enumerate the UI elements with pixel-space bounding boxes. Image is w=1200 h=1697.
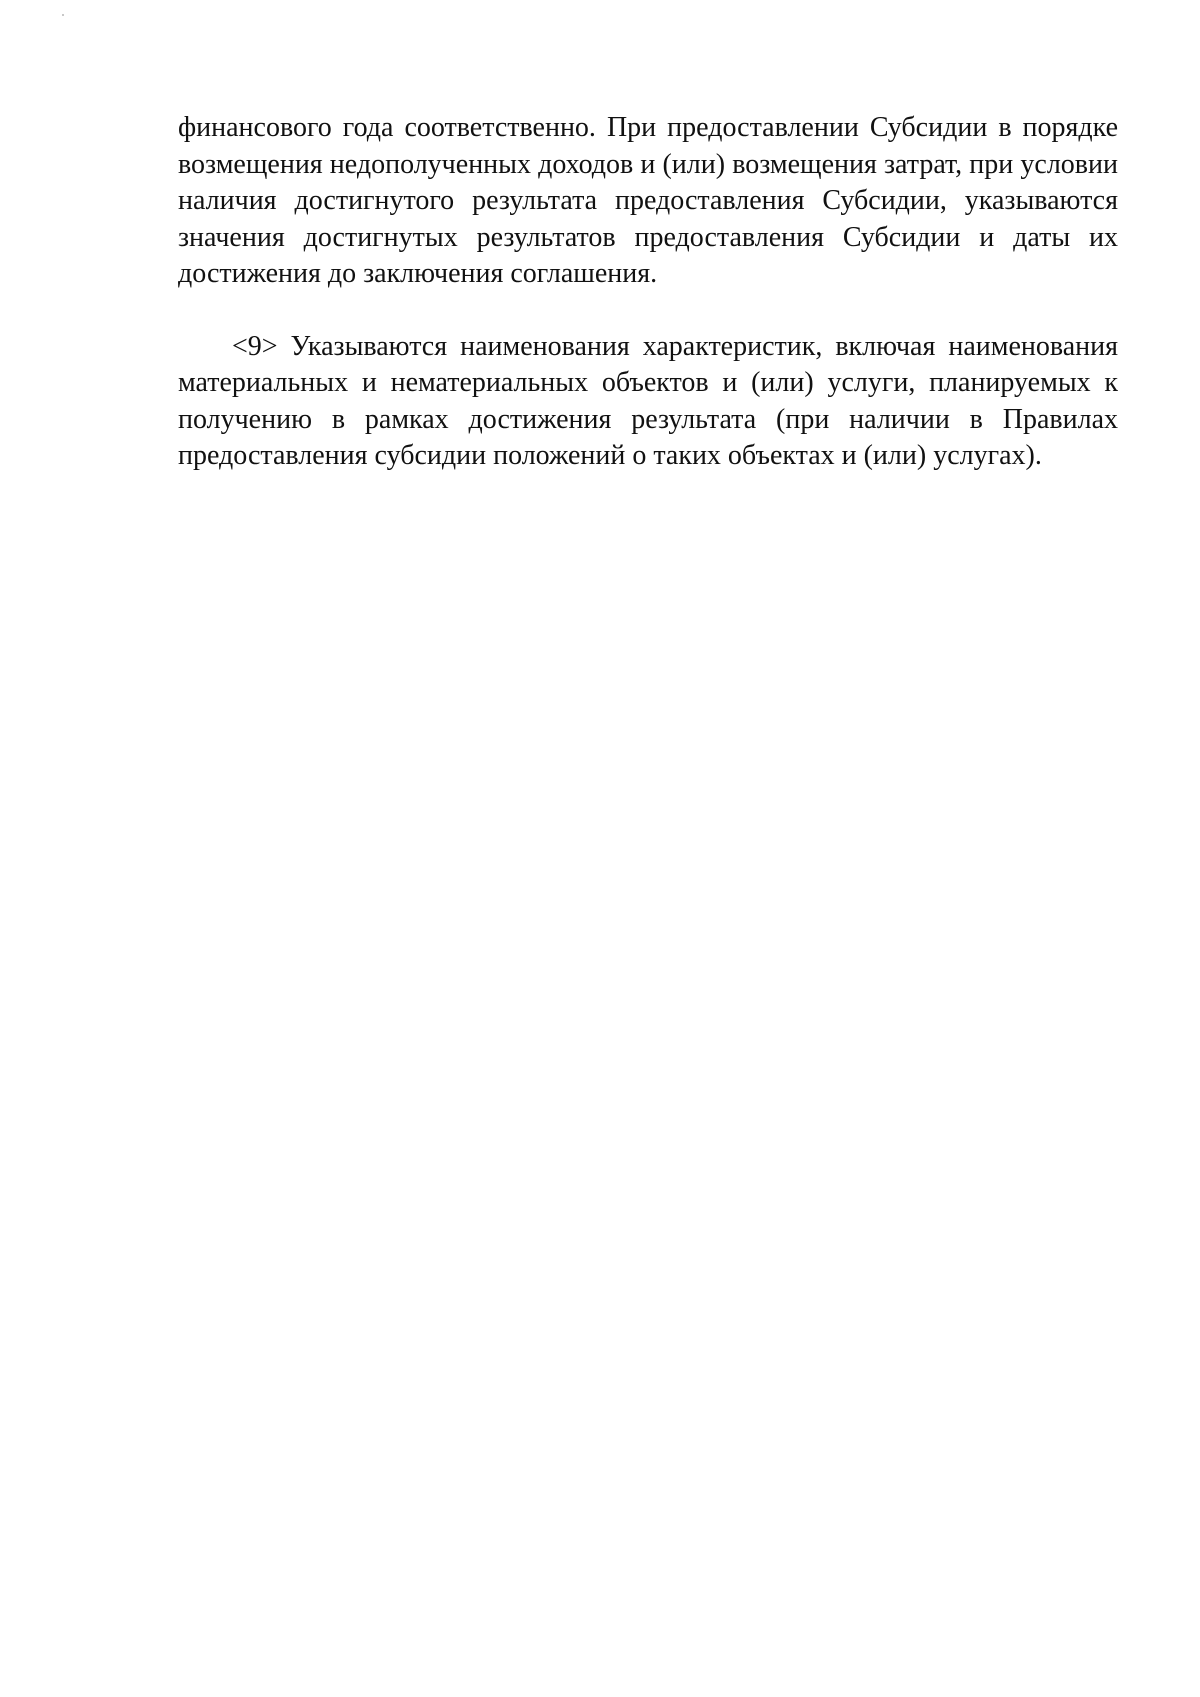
document-body [178,110,1118,475]
footnote-9: <9> Указываются наименования характеристик, включая наименования материальных и нематериальных объектов и (или) услуги, планируемых к получению в рамках достижения результата (при наличии в Правилах предоставления субсидии положений о таких объектах и (или) услугах). [178,330,1118,471]
scan-mark [62,14,64,16]
paragraph-continuation: финансового года соответственно. При предоставлении Субсидии в порядке возмещения недополученных доходов и (или) возмещения затрат, при условии наличия достигнутого результата предоставления Субсидии, указываются значения достигнутых результатов предоставления Субсидии и даты их достижения до заключения соглашения. [178,112,1118,289]
